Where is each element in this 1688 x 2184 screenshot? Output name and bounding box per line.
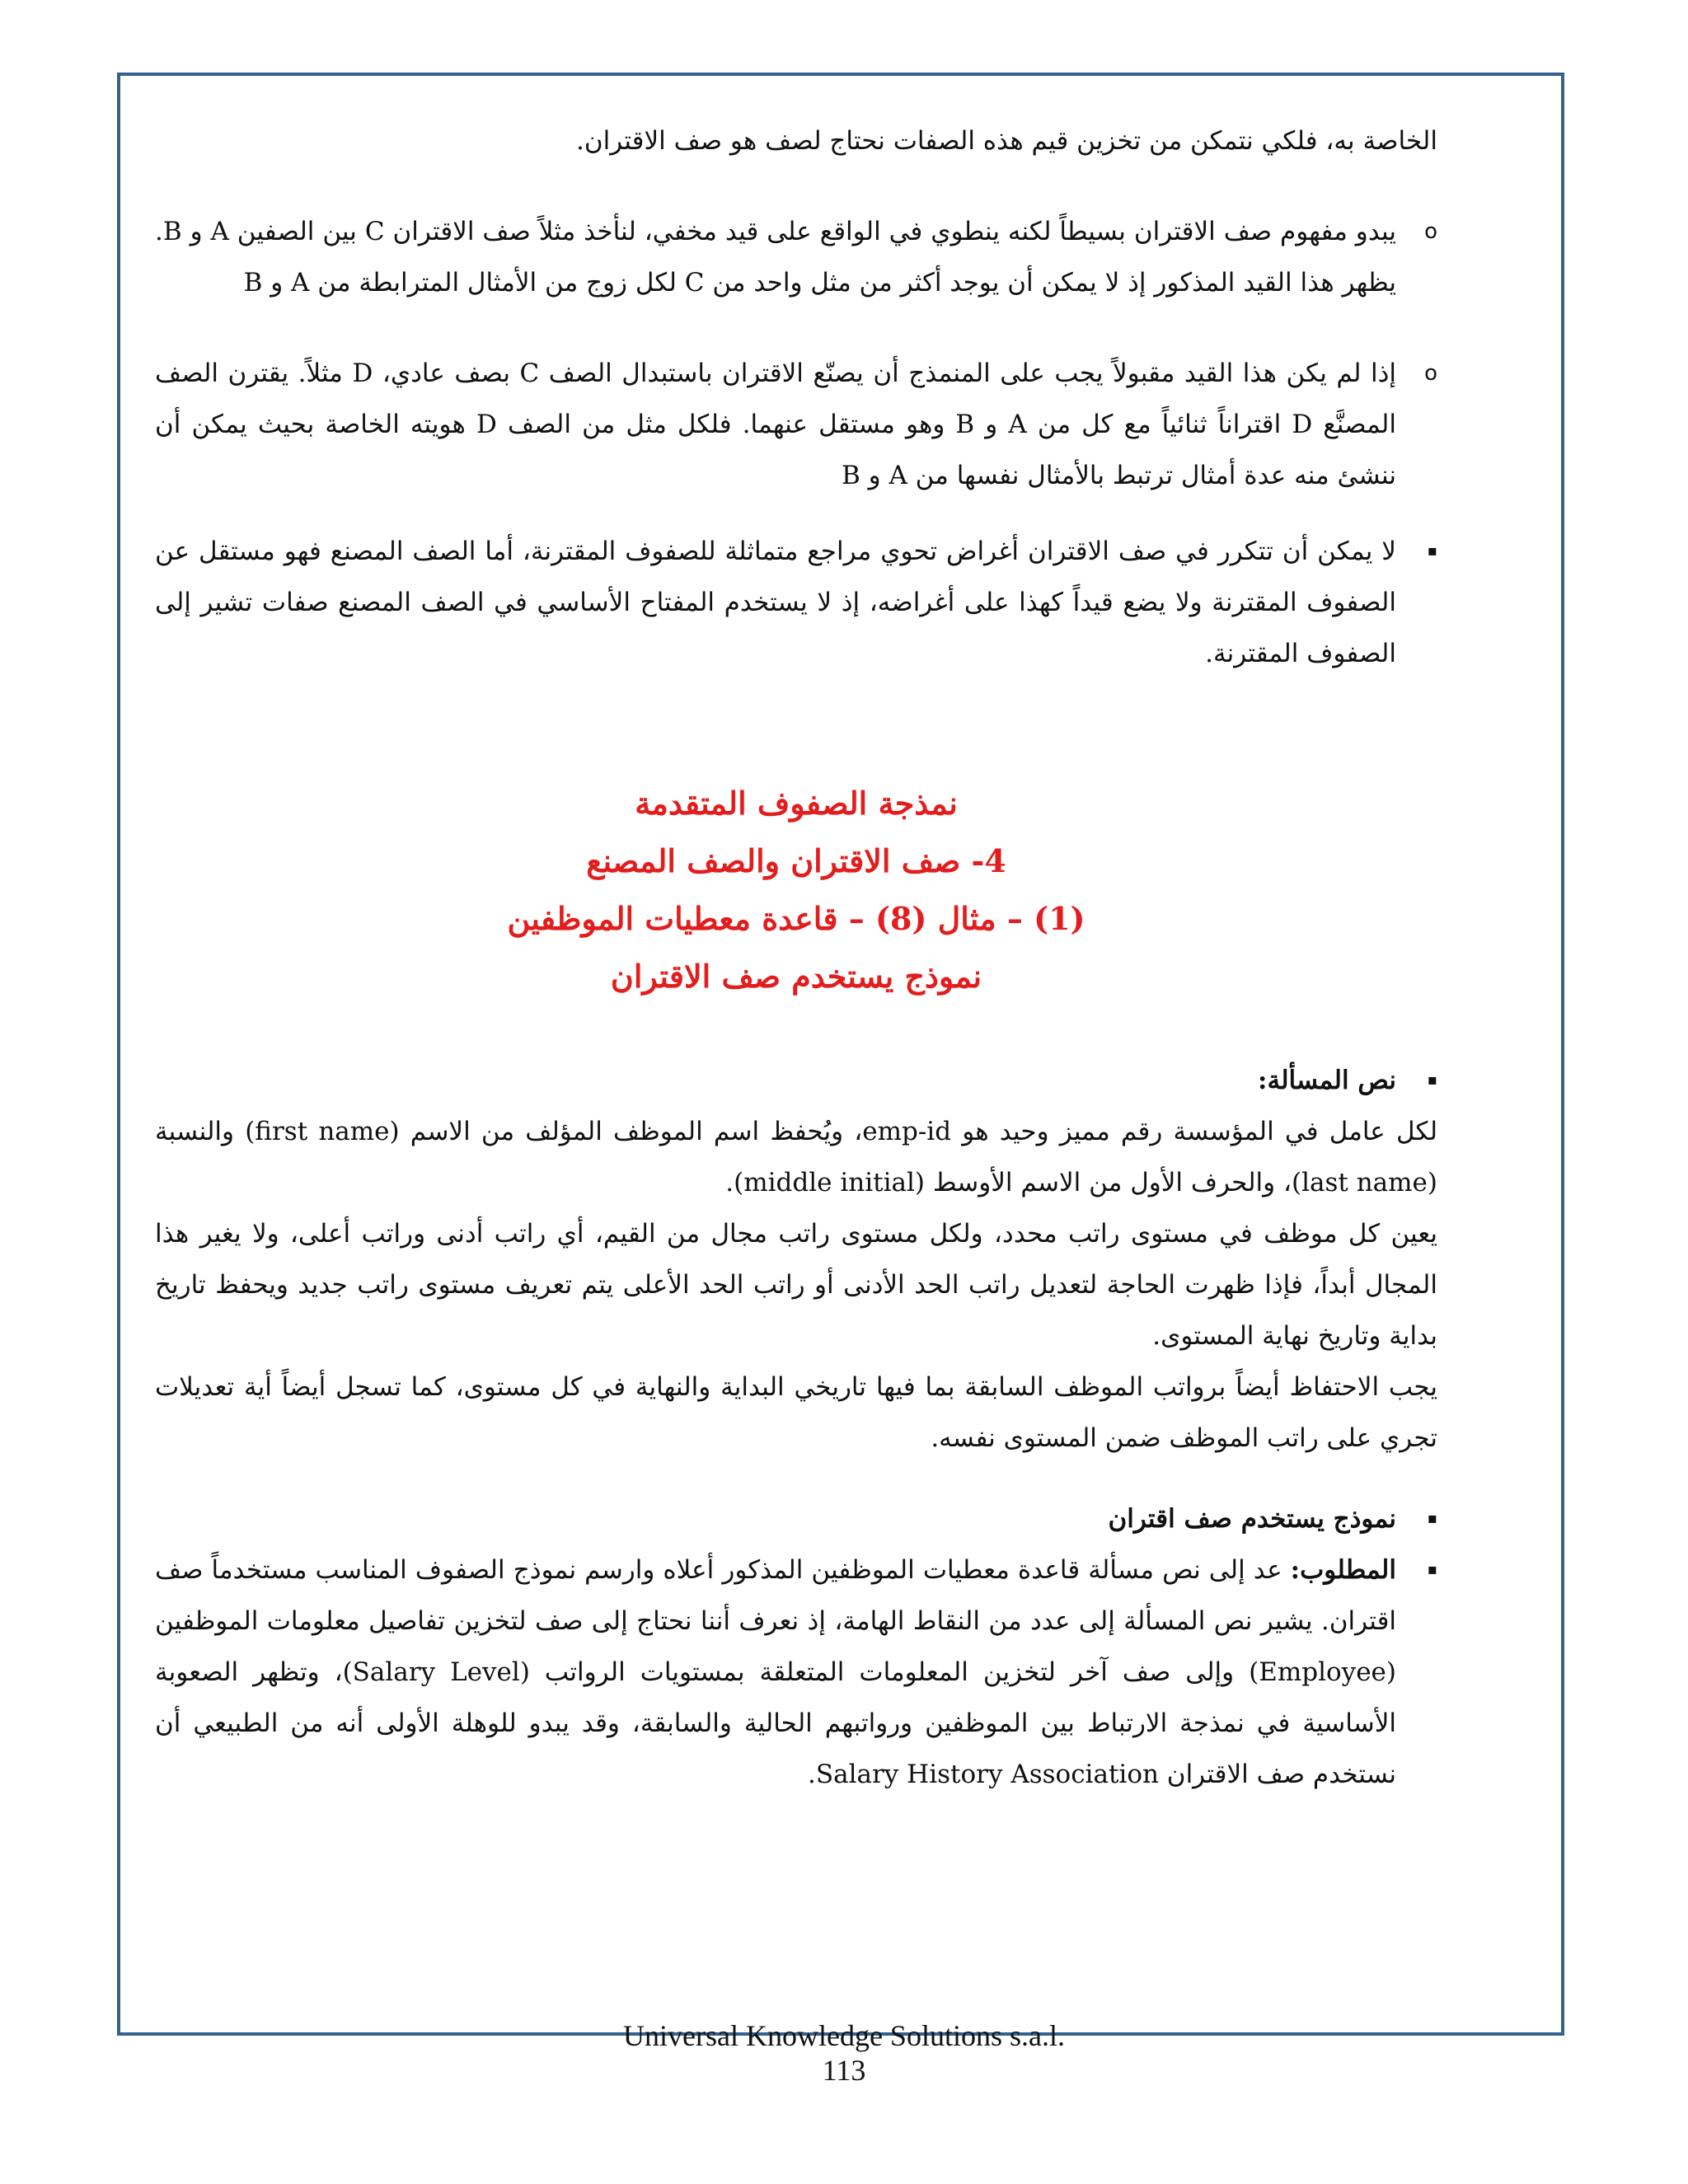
square-bullet-icon: ▪ [1427,1510,1437,1527]
sub-bullet-text: يبدو مفهوم صف الاقتران بسيطاً لكنه ينطوي في الواقع على قيد مخفي، لنأخذ مثلاً صف الاقتران C بين الصفين A و B. يظهر هذا القيد المذكور إذ لا يمكن أن يوجد أكثر من مثل واحد من C لكل زوج من الأمثال المترابطة من A و B [155,217,1396,298]
required-text: عد إلى نص مسألة قاعدة معطيات الموظفين المذكور أعلاه وارسم نموذج الصفوف المناسب مستخدماً صف اقتران. يشير نص المسألة إلى عدد من النقاط الهامة، إذ نعرف أننا نحتاج إلى صف لتخزين تفاصيل معلومات الموظفين (Employee) وإلى صف آخر لتخزين المعلومات المتعلقة بمستويات الرواتب (Salary Level)، وتظهر الصعوبة الأساسية في نمذجة الارتباط بين الموظفين ورواتبهم الحالية والسابقة، وقد يبدو للوهلة الأولى أنه من الطبيعي أن نستخدم صف الاقتران Salary History Association. [155,1555,1396,1789]
circle-bullet-icon: o [1424,219,1437,244]
required-label: المطلوب: [1290,1555,1396,1585]
required-item [155,1544,1437,1800]
problem-label: نص المسألة: [1258,1066,1396,1095]
square-bullet-icon: ▪ [1427,1071,1437,1089]
model-bullet-text: نموذج يستخدم صف اقتران [1108,1504,1396,1534]
model-bullet-item [155,1493,1437,1544]
sub-bullet-item [155,206,1437,308]
problem-paragraph: لكل عامل في المؤسسة رقم مميز وحيد هو emp-id، ويُحفظ اسم الموظف المؤلف من الاسم (first name) والنسبة (last name)، والحرف الأول من الاسم الأوسط (middle initial). [155,1117,1438,1197]
heading-section: 4- صف الاقتران والصف المصنع [586,842,1006,879]
circle-bullet-icon: o [1424,361,1437,386]
footer-page-number: 113 [822,2054,866,2087]
page-content [155,115,1437,1800]
footer-company: Universal Knowledge Solutions s.a.l. [623,2019,1065,2052]
heading-example: (1) – مثال (8) – قاعدة معطيات الموظفين [507,900,1085,937]
heading-chapter: نمذجة الصفوف المتقدمة [635,785,958,822]
bullet-text: لا يمكن أن تتكرر في صف الاقتران أغراض تحوي مراجع متماثلة للصفوف المقترنة، أما الصف المصنع فهو مستقل عن الصفوف المقترنة ولا يضع قيداً كهذا على أغراضه، إذ لا يستخدم المفتاح الأساسي في الصف المصنع صفات تشير إلى الصفوف المقترنة. [155,537,1396,668]
required-text-block [155,1544,1396,1800]
problem-paragraph: يجب الاحتفاظ أيضاً برواتب الموظف السابقة بما فيها تاريخي البداية والنهاية في كل مستوى، كما تسجل أيضاً أية تعديلات تجري على راتب الموظف ضمن المستوى نفسه. [155,1372,1437,1453]
bullet-item [155,526,1437,679]
square-bullet-icon: ▪ [1427,542,1437,560]
sub-bullet-text: إذا لم يكن هذا القيد مقبولاً يجب على المنمذج أن يصنّع الاقتران باستبدال الصف C بصف عادي، D مثلاً. يقترن الصف المصنَّع D اقتراناً ثنائياً مع كل من A و B وهو مستقل عنهما. فلكل مثل من الصف D هويته الخاصة بحيث يمكن أن ننشئ منه عدة أمثال ترتبط بالأمثال نفسها من A و B [155,359,1396,490]
problem-paragraph: يعين كل موظف في مستوى راتب محدد، ولكل مستوى راتب مجال من القيم، أي راتب أدنى وراتب أعلى، ولا يغير هذا المجال أبداً، فإذا ظهرت الحاجة لتعديل راتب الحد الأدنى أو راتب الحد الأعلى يتم تعريف مستوى راتب جديد ويحفظ تاريخ بداية وتاريخ نهاية المستوى. [155,1219,1437,1351]
square-bullet-icon: ▪ [1427,1561,1437,1578]
heading-model: نموذج يستخدم صف الاقتران [610,958,982,995]
problem-label-item [155,1055,1437,1106]
continuation-paragraph: الخاصة به، فلكي نتمكن من تخزين قيم هذه الصفات نحتاج لصف هو صف الاقتران. [575,126,1437,156]
section-headings [155,775,1437,1005]
sub-bullet-item [155,348,1437,501]
